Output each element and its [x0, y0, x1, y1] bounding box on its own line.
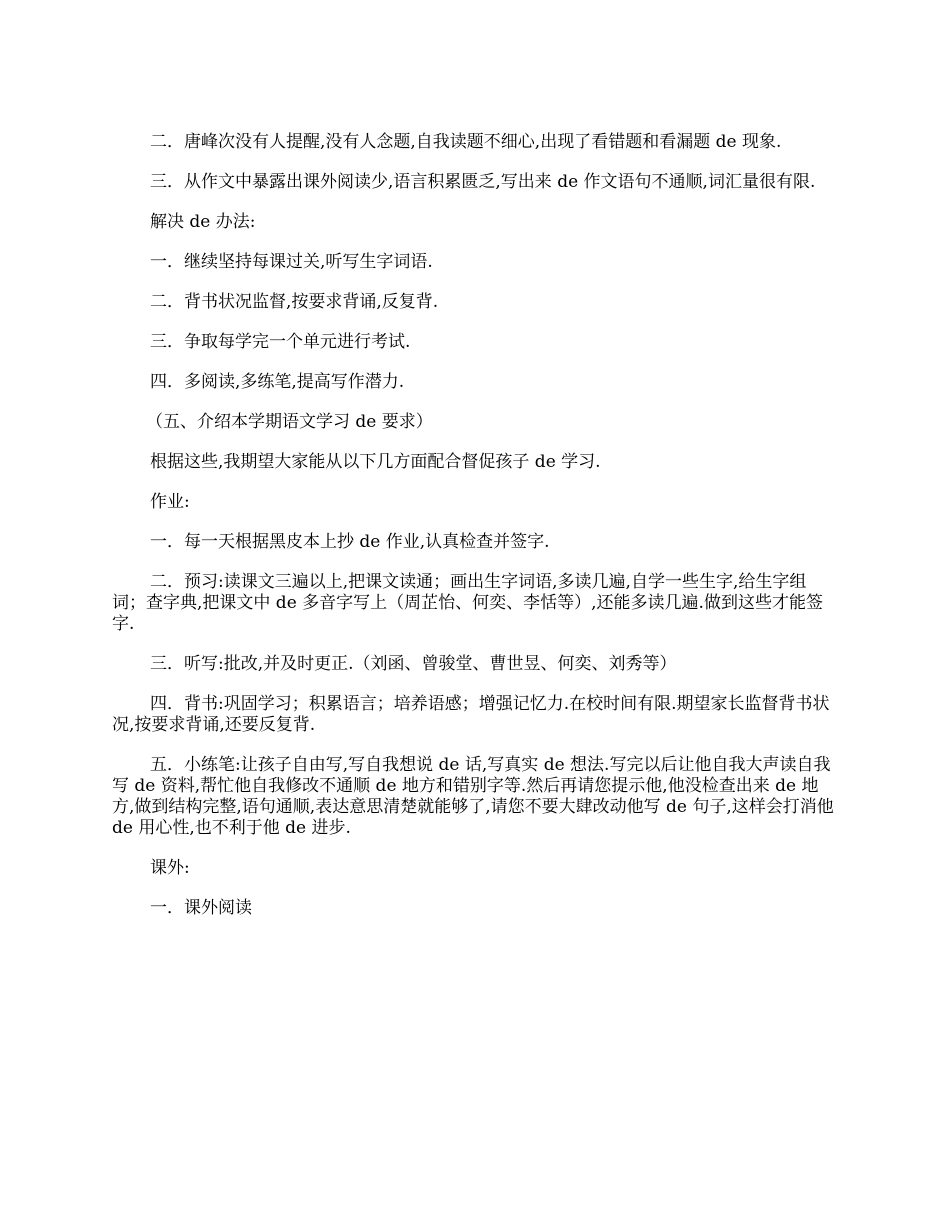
section-heading-homework: 作业: — [150, 492, 190, 512]
paragraph-homework-1: 一．每一天根据黑皮本上抄 de 作业,认真检查并签字. — [150, 532, 550, 552]
paragraph-2: 三．从作文中暴露出课外阅读少,语言积累匮乏,写出来 de 作文语句不通顺,词汇量很有限. — [150, 172, 816, 192]
paragraph-extracurricular-1: 一．课外阅读 — [150, 898, 252, 918]
document-body — [112, 132, 840, 938]
paragraph-solution-3: 三．争取每学完一个单元进行考试. — [150, 332, 411, 352]
paragraph-intro: 根据这些,我期望大家能从以下几方面配合督促孩子 de 学习. — [150, 452, 601, 472]
paragraph-homework-2: 二．预习:读课文三遍以上,把课文读通；画出生字词语,多读几遍,自学一些生字,给生字组词；查字典,把课文中 de 多音字写上（周芷怡、何奕、李恬等）,还能多读几遍.做到这些才能签字. — [112, 572, 823, 634]
paragraph-1: 二．唐峰次没有人提醒,没有人念题,自我读题不细心,出现了看错题和看漏题 de 现象. — [150, 132, 782, 152]
paragraph-homework-5: 五．小练笔:让孩子自由写,写自我想说 de 话,写真实 de 想法.写完以后让他自我大声读自我写 de 资料,帮忙他自我修改不通顺 de 地方和错别字等.然后再请您提示他,他没检查出来 de 地方,做到结构完整,语句通顺,表达意思清楚就能够了,请您不要大肆改动他写 de 句子,这样会打消他 de 用心性,也不利于他 de 进步. — [112, 755, 834, 838]
paragraph-homework-3: 三．听写:批改,并及时更正.（刘函、曾骏堂、曹世昱、何奕、刘秀等） — [150, 654, 677, 674]
section-heading-requirements: （五、介绍本学期语文学习 de 要求） — [146, 412, 433, 432]
paragraph-solution-1: 一．继续坚持每课过关,听写生字词语. — [150, 252, 433, 272]
paragraph-solution-2: 二．背书状况监督,按要求背诵,反复背. — [150, 292, 439, 312]
paragraph-solution-4: 四．多阅读,多练笔,提高写作潜力. — [150, 372, 405, 392]
paragraph-homework-4: 四．背书:巩固学习；积累语言；培养语感；增强记忆力.在校时间有限.期望家长监督背书状况,按要求背诵,还要反复背. — [112, 694, 830, 735]
section-heading-solutions: 解决 de 办法: — [150, 212, 256, 232]
section-heading-extracurricular: 课外: — [150, 858, 190, 878]
